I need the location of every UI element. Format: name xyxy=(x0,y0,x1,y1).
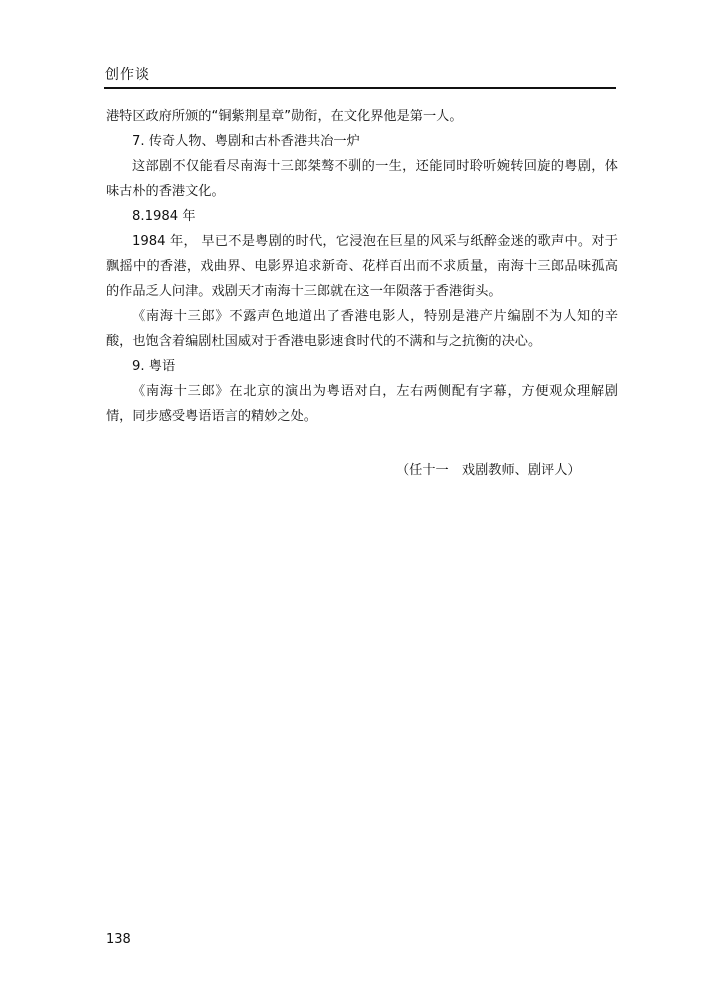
author-signature: （任十一 戏剧教师、剧评人） xyxy=(396,463,581,478)
running-header-title: 创作谈 xyxy=(105,67,150,83)
paragraph-continuation: 港特区政府所颁的“铜紫荆星章”勋衔，在文化界他是第一人。 xyxy=(106,109,463,124)
section-heading-8: 8.1984 年 xyxy=(132,209,196,224)
section-heading-7: 7. 传奇人物、粤剧和古朴香港共冶一炉 xyxy=(132,134,360,149)
paragraph-7: 这部剧不仅能看尽南海十三郎桀骜不驯的一生，还能同时聆听婉转回旋的粤剧，体味古朴的香港文化。 xyxy=(106,159,618,199)
header-rule xyxy=(104,87,616,89)
paragraph-9: 《南海十三郎》在北京的演出为粤语对白，左右两侧配有字幕，方便观众理解剧情，同步感受粤语语言的精妙之处。 xyxy=(106,384,618,424)
section-heading-9: 9. 粤语 xyxy=(132,359,176,374)
page-number: 138 xyxy=(106,932,131,947)
paragraph-8a: 1984 年， 早已不是粤剧的时代，它浸泡在巨星的风采与纸醉金迷的歌声中。对于飘摇中的香港，戏曲界、电影界追求新奇、花样百出而不求质量，南海十三郎品味孤高的作品乏人问津。戏剧天才南海十三郎就在这一年陨落于香港街头。 xyxy=(106,234,618,299)
paragraph-8b: 《南海十三郎》不露声色地道出了香港电影人，特别是港产片编剧不为人知的辛酸，也饱含着编剧杜国威对于香港电影速食时代的不满和与之抗衡的决心。 xyxy=(106,309,618,349)
body-text xyxy=(106,104,618,429)
